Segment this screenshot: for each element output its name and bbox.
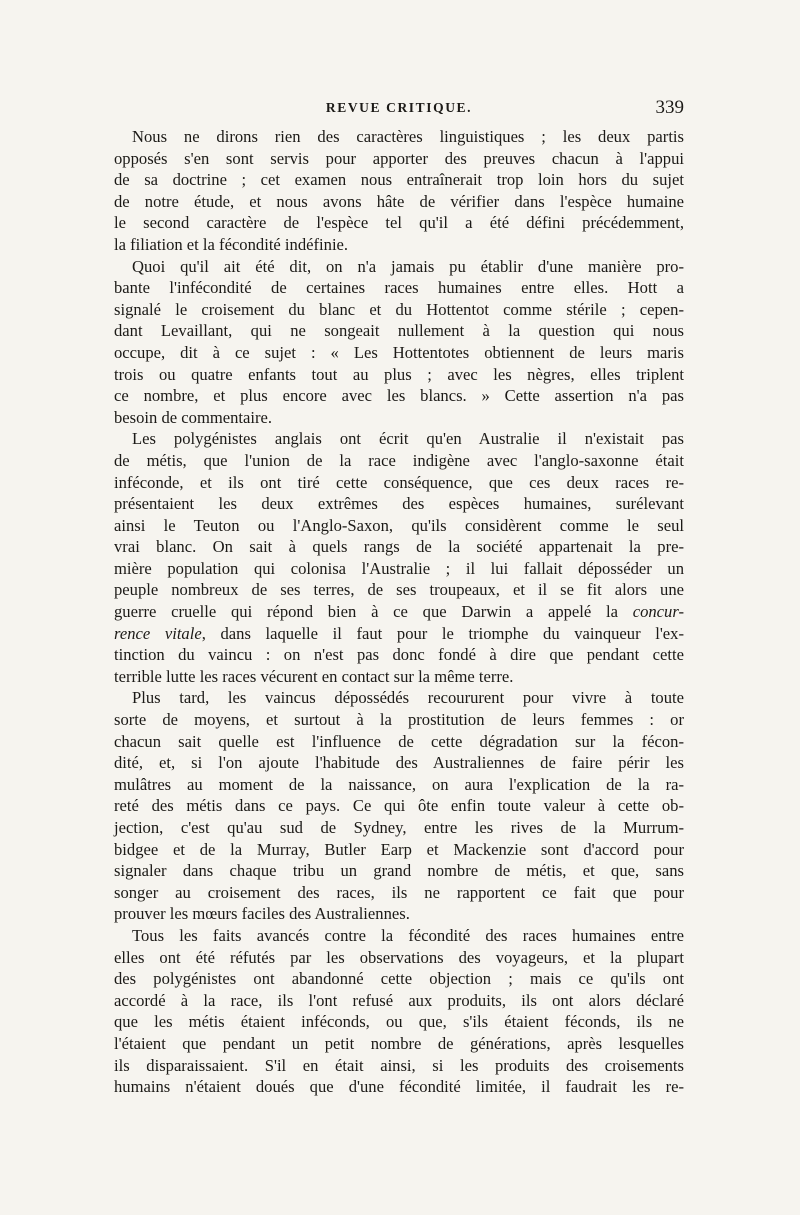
text-line: reté des métis dans ce pays. Ce qui ôte enfin toute valeur à cette ob- xyxy=(114,796,684,816)
text-line: bidgee et de la Murray, Butler Earp et Mackenzie sont d'accord pour xyxy=(114,839,684,859)
text-line: le second caractère de l'espèce tel qu'il a été défini précédemment, xyxy=(114,213,684,233)
text-line: signaler dans chaque tribu un grand nombre de métis, et que, sans xyxy=(114,861,684,881)
text-line: dité, et, si l'on ajoute l'habitude des Australiennes de faire périr les xyxy=(114,753,684,773)
text-line: présentaient les deux extrêmes des espèces humaines, surélevant xyxy=(114,494,684,514)
text-line: peuple nombreux de ses terres, de ses troupeaux, et il se fit alors une xyxy=(114,580,684,600)
text-line: Tous les faits avancés contre la fécondité des races humaines entre xyxy=(132,925,684,945)
text-line: opposés s'en sont servis pour apporter des preuves chacun à l'appui xyxy=(114,148,684,168)
text-line: humains n'étaient doués que d'une fécondité limitée, il faudrait les re- xyxy=(114,1077,684,1097)
text-line: elles ont été réfutés par les observations des voyageurs, et la plupart xyxy=(114,947,684,967)
text-line: de métis, que l'union de la race indigène avec l'anglo-saxonne était xyxy=(114,450,684,470)
text-line: ils disparaissaient. S'il en était ainsi, si les produits des croisements xyxy=(114,1055,684,1075)
text-line: Nous ne dirons rien des caractères linguistiques ; les deux partis xyxy=(132,127,684,146)
text-line: la filiation et la fécondité indéfinie. xyxy=(114,234,349,254)
document-page xyxy=(114,97,684,1160)
text-line: des polygénistes ont abandonné cette objection ; mais ce qu'ils ont xyxy=(114,969,684,989)
text-line: signalé le croisement du blanc et du Hottentot comme stérile ; cepen- xyxy=(114,299,684,319)
text-line: de sa doctrine ; cet examen nous entraînerait trop loin hors du sujet xyxy=(114,170,684,190)
text-line: guerre cruelle qui répond bien à ce que Darwin a appelé la concur- xyxy=(114,602,684,622)
text-line: vrai blanc. On sait à quels rangs de la société appartenait la pre- xyxy=(114,537,684,557)
page-number: 339 xyxy=(655,97,684,118)
text-line: besoin de commentaire. xyxy=(114,407,273,427)
text-line: terrible lutte les races vécurent en contact sur la même terre. xyxy=(114,666,514,686)
text-line: prouver les mœurs faciles des Australiennes. xyxy=(114,904,410,924)
text-line: dant Levaillant, qui ne songeait nullement à la question qui nous xyxy=(114,321,684,341)
text-line: que les métis étaient inféconds, ou que, s'ils étaient féconds, ils ne xyxy=(114,1012,684,1032)
text-line: Les polygénistes anglais ont écrit qu'en Australie il n'existait pas xyxy=(132,429,684,449)
text-line: de notre étude, et nous avons hâte de vérifier dans l'espèce humaine xyxy=(114,191,684,211)
running-title: REVUE CRITIQUE. xyxy=(325,100,473,115)
text-line: Plus tard, les vaincus dépossédés recoururent pour vivre à toute xyxy=(132,688,684,708)
running-head xyxy=(114,97,684,126)
text-line: sorte de moyens, et surtout à la prostitution de leurs femmes : or xyxy=(114,710,684,730)
text-line: chacun sait quelle est l'influence de cette dégradation sur la fécon- xyxy=(114,731,684,751)
text-line: rence vitale, dans laquelle il faut pour le triomphe du vainqueur l'ex- xyxy=(114,623,684,643)
text-line: accordé à la race, ils l'ont refusé aux produits, ils ont alors déclaré xyxy=(114,990,684,1010)
text-line: ce nombre, et plus encore avec les blancs. » Cette assertion n'a pas xyxy=(114,386,684,406)
text-line: trois ou quatre enfants tout au plus ; avec les nègres, elles triplent xyxy=(114,364,684,384)
text-line: mière population qui colonisa l'Australie ; il lui fallait déposséder un xyxy=(114,558,684,578)
text-line: tinction du vaincu : on n'est pas donc fondé à dire que pendant cette xyxy=(114,645,684,665)
text-line: Quoi qu'il ait été dit, on n'a jamais pu établir d'une manière pro- xyxy=(132,256,684,276)
text-line: mulâtres au moment de la naissance, on aura l'explication de la ra- xyxy=(114,774,684,794)
text-line: ainsi le Teuton ou l'Anglo-Saxon, qu'ils considèrent comme le seul xyxy=(114,515,684,535)
text-line: occupe, dit à ce sujet : « Les Hottentotes obtiennent de leurs maris xyxy=(114,342,684,362)
text-line: songer au croisement des races, ils ne rapportent ce fait que pour xyxy=(114,882,684,902)
text-line: jection, c'est qu'au sud de Sydney, entre les rives de la Murrum- xyxy=(114,818,684,837)
body-text xyxy=(114,126,684,1098)
text-line: l'étaient que pendant un petit nombre de générations, après lesquelles xyxy=(114,1033,684,1053)
text-line: bante l'infécondité de certaines races humaines entre elles. Hott a xyxy=(114,278,684,298)
text-line: inféconde, et ils ont tiré cette conséquence, que ces deux races re- xyxy=(114,472,684,492)
